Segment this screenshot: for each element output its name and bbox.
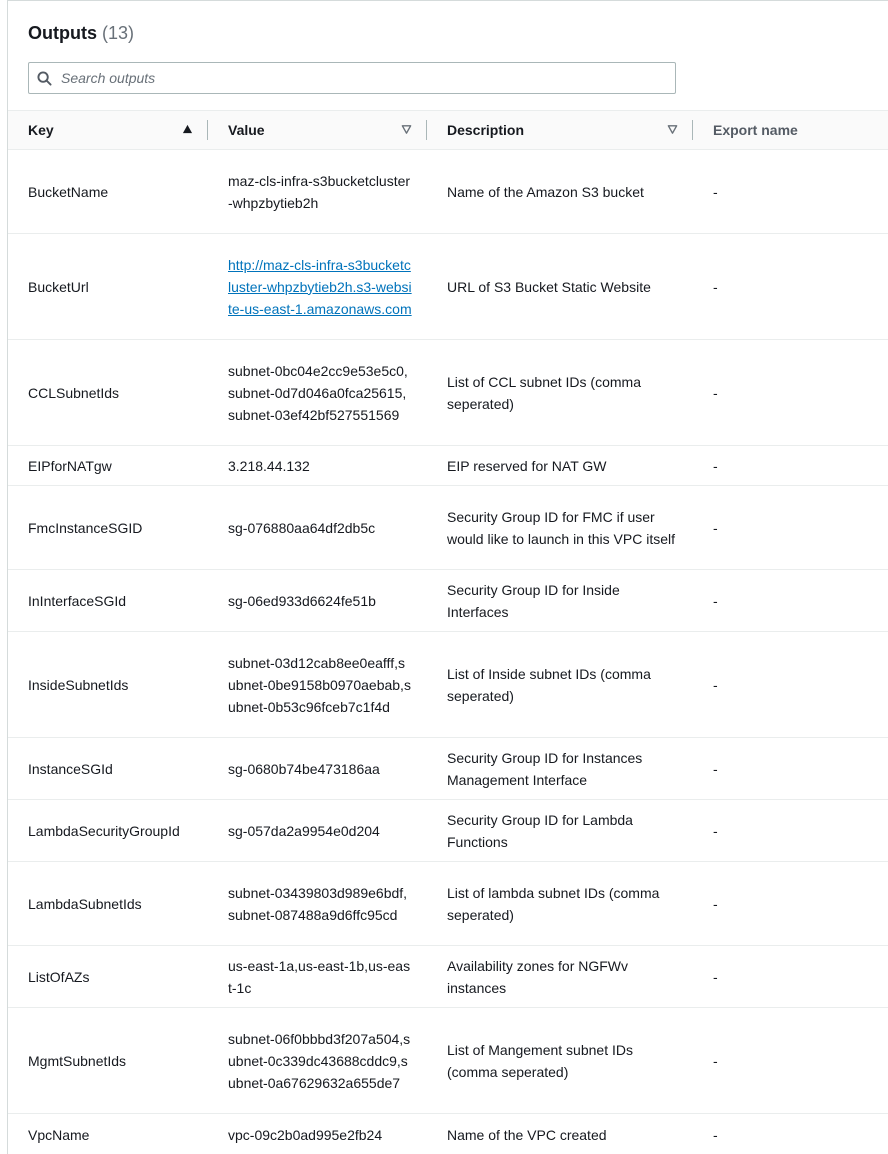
output-value: subnet-06f0bbbd3f207a504,subnet-0c339dc43688cddc9,subnet-0a67629632a655de7 — [228, 1030, 411, 1091]
output-value: sg-076880aa64df2db5c — [228, 519, 376, 536]
sort-unsorted-icon[interactable] — [667, 124, 678, 135]
bucket-url-link[interactable]: http://maz-cls-infra-s3bucketcluster-whpzbytieb2h.s3-website-us-east-1.amazonaws.com — [228, 256, 412, 317]
output-key: BucketUrl — [28, 278, 89, 295]
output-key: MgmtSubnetIds — [28, 1052, 127, 1069]
table-row — [8, 738, 888, 800]
output-value-cell — [228, 234, 412, 339]
output-description: List of Mangement subnet IDs (comma seperated) — [447, 1041, 633, 1080]
output-description: List of CCL subnet IDs (comma seperated) — [447, 373, 641, 412]
column-header-value-label: Value — [228, 122, 265, 138]
output-value: sg-057da2a9954e0d204 — [228, 822, 380, 839]
output-key: FmcInstanceSGID — [28, 519, 143, 536]
output-export-name: - — [713, 592, 718, 609]
output-key: InsideSubnetIds — [28, 676, 129, 693]
table-row — [8, 570, 888, 632]
output-description: Security Group ID for Instances Management Interface — [447, 749, 643, 788]
output-value: subnet-0bc04e2cc9e53e5c0,subnet-0d7d046a0fca25615,subnet-03ef42bf527551569 — [228, 362, 408, 423]
output-description: Name of the VPC created — [447, 1126, 607, 1143]
output-key: LambdaSecurityGroupId — [28, 822, 180, 839]
output-value: vpc-09c2b0ad995e2fb24 — [228, 1126, 383, 1143]
sort-ascending-icon[interactable] — [182, 124, 193, 135]
outputs-panel — [7, 0, 888, 1154]
output-value: us-east-1a,us-east-1b,us-east-1c — [228, 957, 411, 996]
table-row — [8, 446, 888, 486]
column-header-key[interactable] — [28, 111, 198, 149]
output-export-name: - — [713, 278, 718, 295]
column-divider[interactable] — [692, 120, 693, 140]
output-key: BucketName — [28, 183, 109, 200]
column-header-key-label: Key — [28, 122, 54, 138]
table-row — [8, 946, 888, 1008]
output-description: Availability zones for NGFWv instances — [447, 957, 629, 996]
table-row — [8, 1008, 888, 1114]
table-row — [8, 632, 888, 738]
output-description: URL of S3 Bucket Static Website — [447, 278, 651, 295]
output-key: ListOfAZs — [28, 968, 90, 985]
table-row — [8, 800, 888, 862]
output-key: VpcName — [28, 1126, 90, 1143]
output-key: EIPforNATgw — [28, 457, 112, 474]
output-export-name: - — [713, 822, 718, 839]
output-value: maz-cls-infra-s3bucketcluster-whpzbytieb2h — [228, 172, 411, 211]
output-description: List of Inside subnet IDs (comma seperated) — [447, 665, 651, 704]
output-export-name: - — [713, 968, 718, 985]
column-header-description[interactable] — [447, 111, 687, 149]
output-key: InInterfaceSGId — [28, 592, 127, 609]
column-header-export — [713, 111, 883, 149]
output-description: Security Group ID for Lambda Functions — [447, 811, 633, 850]
output-export-name: - — [713, 895, 718, 912]
table-row — [8, 862, 888, 946]
output-value: sg-0680b74be473186aa — [228, 760, 380, 777]
output-key: CCLSubnetIds — [28, 384, 120, 401]
column-header-export-label: Export name — [713, 122, 798, 138]
output-key: LambdaSubnetIds — [28, 895, 142, 912]
output-value: sg-06ed933d6624fe51b — [228, 592, 376, 609]
output-export-name: - — [713, 457, 718, 474]
column-header-description-label: Description — [447, 122, 525, 138]
column-divider[interactable] — [426, 120, 427, 140]
output-key: InstanceSGId — [28, 760, 113, 777]
search-box[interactable] — [28, 62, 676, 94]
column-divider[interactable] — [207, 120, 208, 140]
output-export-name: - — [713, 676, 718, 693]
output-export-name: - — [713, 1052, 718, 1069]
output-export-name: - — [713, 1126, 718, 1143]
table-row — [8, 340, 888, 446]
panel-title — [28, 23, 134, 44]
table-row — [8, 1114, 888, 1154]
output-export-name: - — [713, 519, 718, 536]
output-description: EIP reserved for NAT GW — [447, 457, 607, 474]
column-header-value[interactable] — [228, 111, 418, 149]
search-icon — [37, 71, 52, 86]
table-row — [8, 486, 888, 570]
search-input[interactable] — [61, 70, 621, 86]
output-export-name: - — [713, 384, 718, 401]
output-description: Name of the Amazon S3 bucket — [447, 183, 644, 200]
output-export-name: - — [713, 760, 718, 777]
output-value: subnet-03d12cab8ee0eafff,subnet-0be9158b0970aebab,subnet-0b53c96fceb7c1f4d — [228, 654, 411, 715]
output-description: List of lambda subnet IDs (comma seperated) — [447, 884, 660, 923]
table-header — [8, 110, 888, 150]
output-description: Security Group ID for FMC if user would like to launch in this VPC itself — [447, 508, 675, 547]
outputs-count: (13) — [102, 23, 135, 43]
sort-unsorted-icon[interactable] — [401, 124, 412, 135]
output-value: 3.218.44.132 — [228, 457, 310, 474]
output-export-name: - — [713, 183, 718, 200]
table-row — [8, 150, 888, 234]
table-row — [8, 234, 888, 340]
output-value: subnet-03439803d989e6bdf,subnet-087488a9d6ffc95cd — [228, 884, 408, 923]
panel-title-text: Outputs — [28, 23, 97, 43]
output-description: Security Group ID for Inside Interfaces — [447, 581, 620, 620]
